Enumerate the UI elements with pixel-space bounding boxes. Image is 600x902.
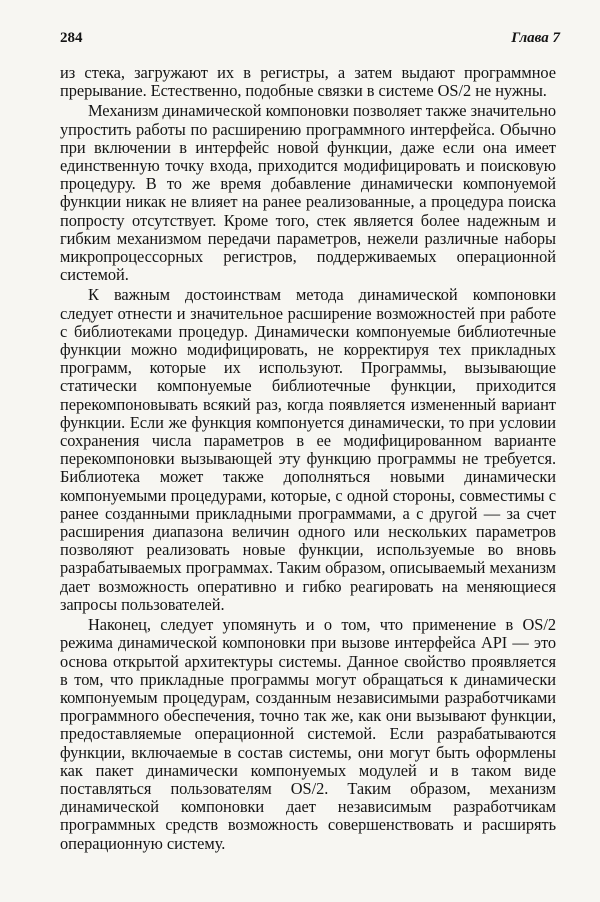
paragraph-continuation: из стека, загружают их в регистры, а затем выдают программное прерывание. Естественно, подобные связки в системе OS/2 не нужны. <box>60 63 556 101</box>
body-text <box>60 64 556 855</box>
paragraph: Наконец, следует упомянуть и о том, что применение в OS/2 режима динамической компоновки при вызове интерфейса API — это основа открытой архитектуры системы. Данное свойство проявляется в том, что прикладные программы могут обращаться к динамически компонуемым процедурам, созданным независимыми разработчиками программного обеспечения, точно так же, как они вызывают функции, предоставляемые операционной системой. Если разрабатываются функции, включаемые в состав системы, они могут быть оформлены как пакет динамически компонуемых модулей и в таком виде поставляться пользователям OS/2. Таким образом, механизм динамической компоновки дает независимым разработчикам программных средств возможность совершенствовать и расширять операционную систему. <box>60 615 556 853</box>
chapter-title: Глава 7 <box>511 30 560 46</box>
page-number: 284 <box>60 30 83 46</box>
paragraph: Механизм динамической компоновки позволяет также значительно упростить работы по расширению программного интерфейса. Обычно при включении в интерфейс новой функции, даже если она имеет единственную точку входа, приходится модифицировать и поисковую процедуру. В то же время добавление динамически компонуемой функции никак не влияет на ранее реализованные, а процедура поиска попросту отсутствует. Кроме того, стек является более надежным и гибким механизмом передачи параметров, нежели различные наборы микропроцессорных регистров, поддерживаемых операционной системой. <box>60 101 556 285</box>
paragraph: К важным достоинствам метода динамической компоновки следует отнести и значительное расширение возможностей при работе с библиотеками процедур. Динамически компонуемые библиотечные функции можно модифицировать, не корректируя тех прикладных программ, которые их используют. Программы, вызывающие статически компонуемые библиотечные функции, приходится перекомпоновывать всякий раз, когда появляется измененный вариант функции. Если же функция компонуется динамически, то при условии сохранения числа параметров в ее модифицированном варианте перекомпоновки вызывающей эту функцию программы не требуется. Библиотека может также дополняться новыми динамически компонуемыми процедурами, которые, с одной стороны, совместимы с ранее созданными прикладными программами, а с другой — за счет расширения диапазона величин одного или нескольких параметров позволяют реализовать новые функции, используемые во вновь разрабатываемых программах. Таким образом, описываемый механизм дает возможность оперативно и гибко реагировать на меняющиеся запросы пользователей. <box>60 285 556 614</box>
page-header <box>60 30 560 52</box>
